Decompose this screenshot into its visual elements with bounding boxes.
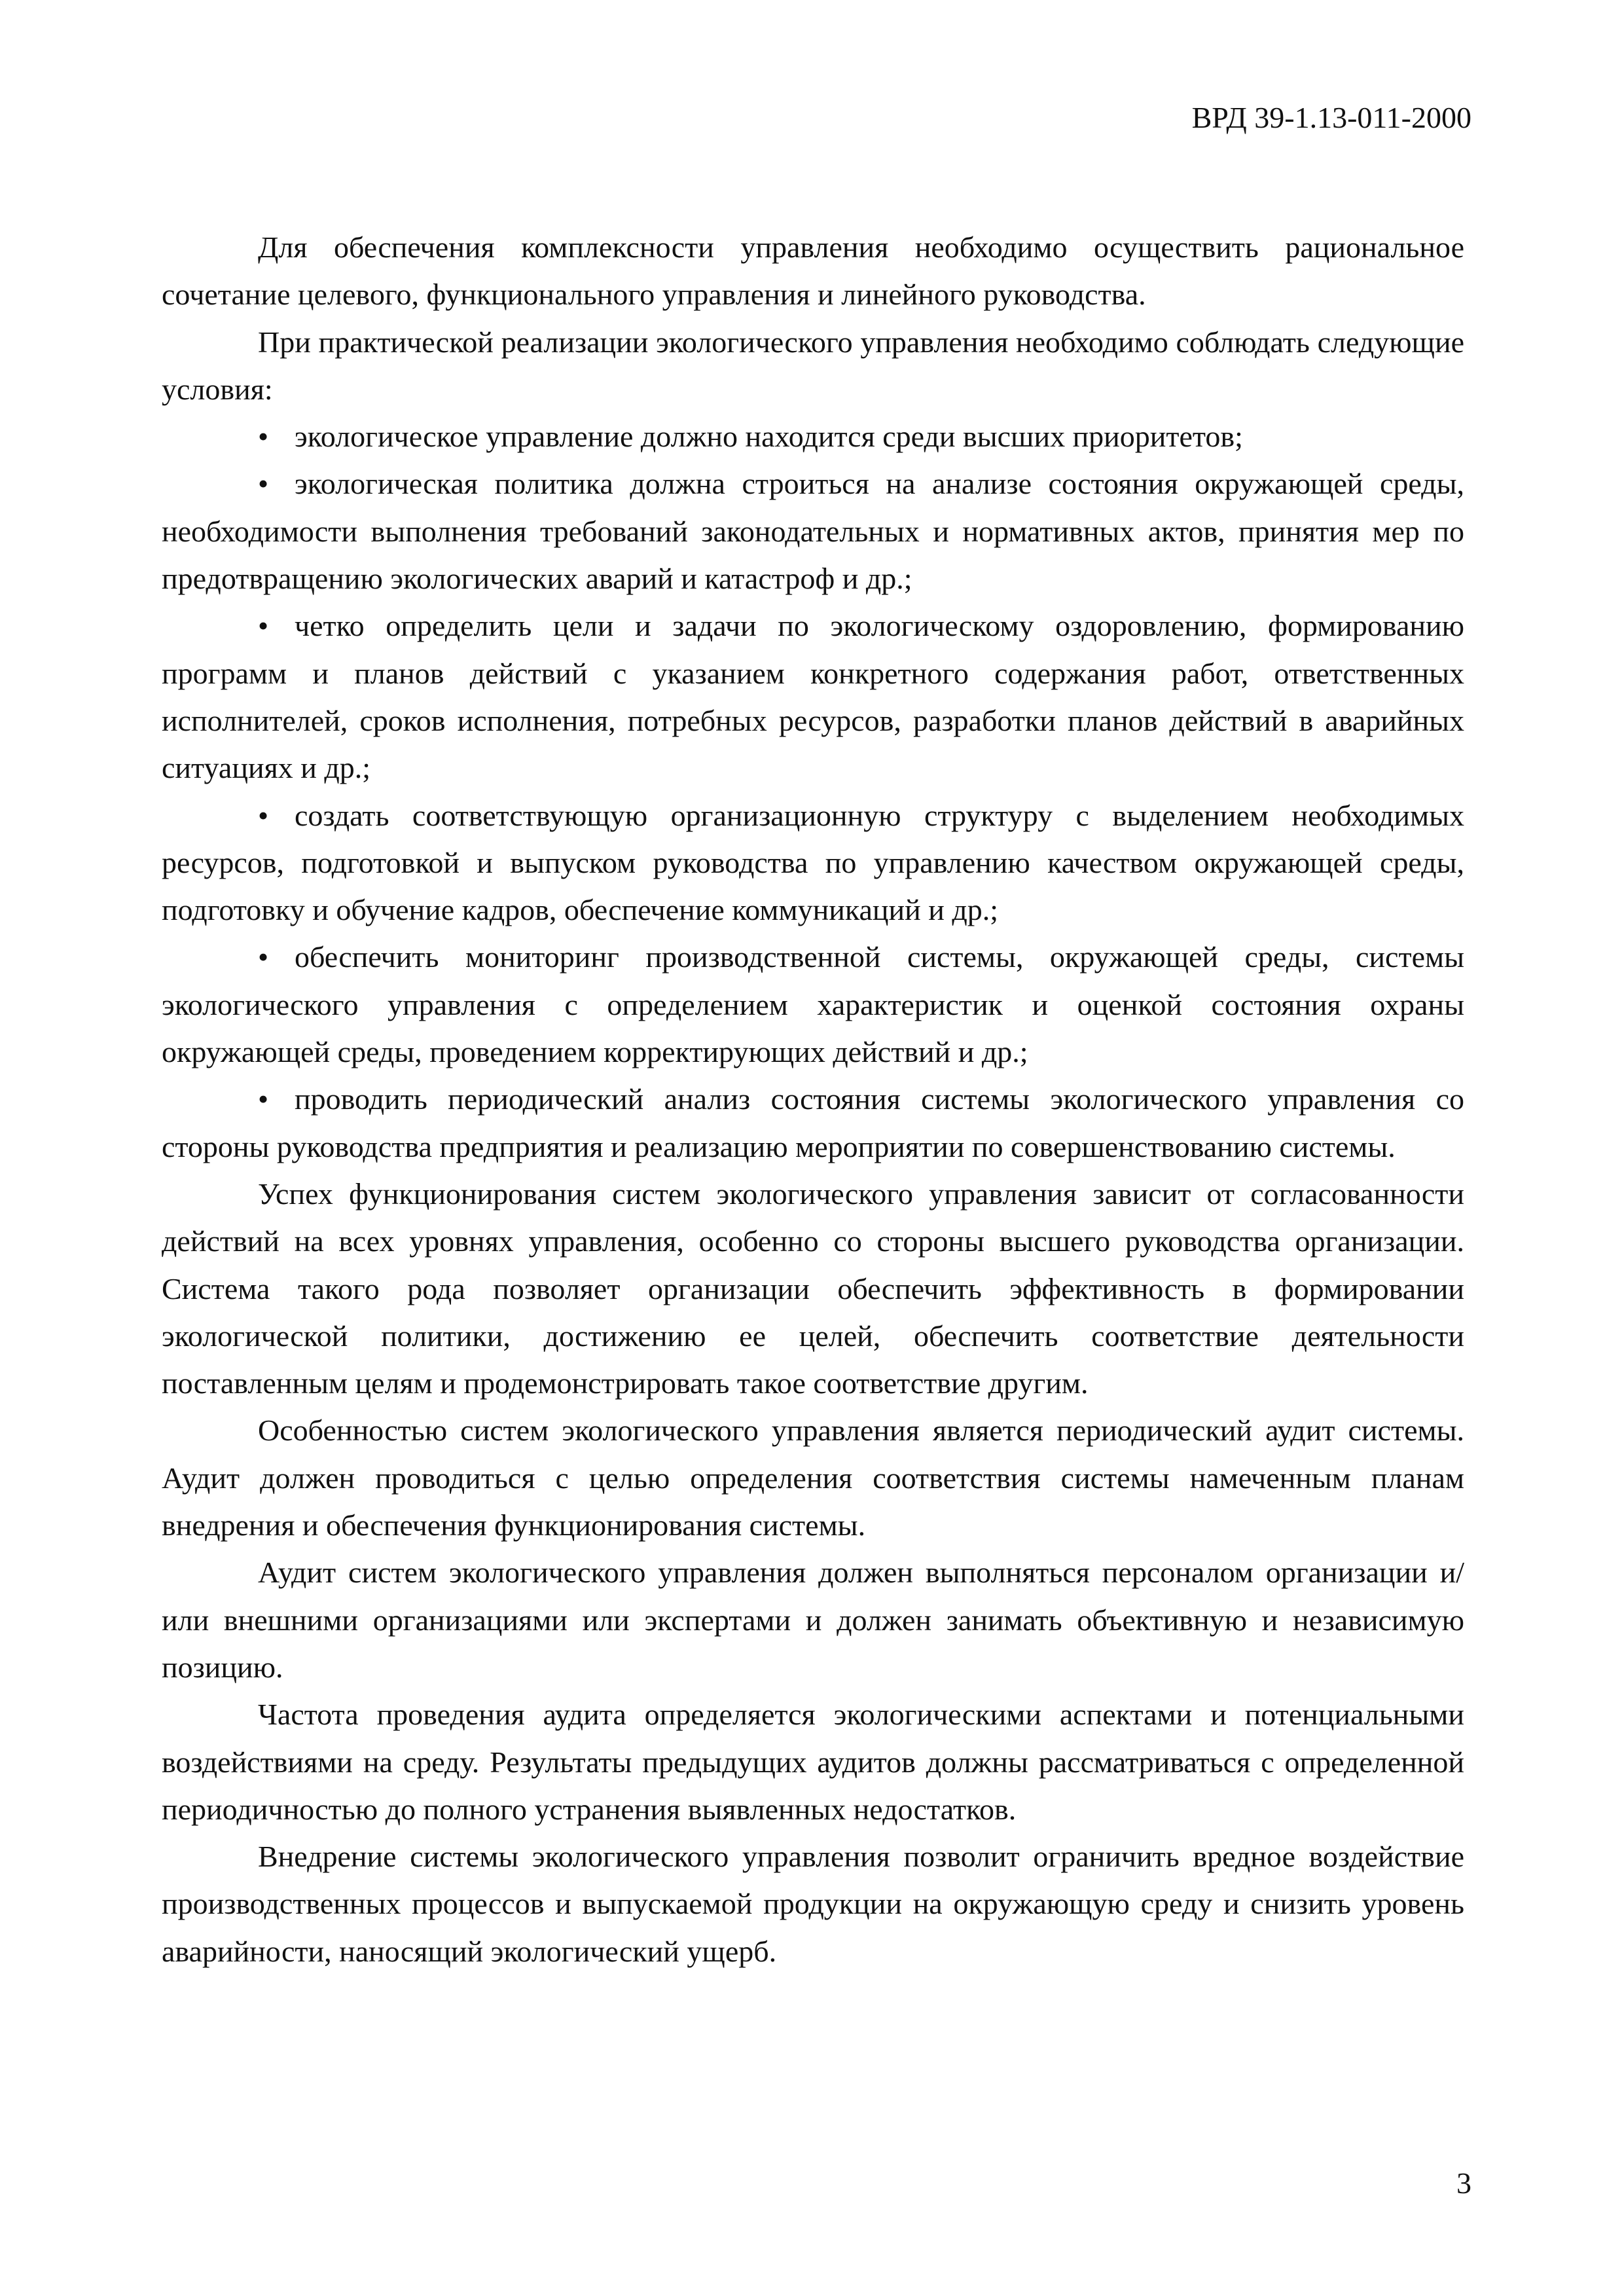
bullet-item-priority bbox=[162, 413, 1464, 460]
paragraph-success: Успех функционирования систем экологического управления зависит от согласованности действий на всех уровнях управления, особенно со стороны высшего руководства организации. Система такого рода позволяет организации обеспечить эффективность в формировании экологической политики, достижению ее целей, обеспечить соответствие деятельности поставленным целям и продемонстрировать такое соответствие другим. bbox=[162, 1176, 1464, 1400]
page-number: 3 bbox=[1456, 2166, 1471, 2200]
paragraph-audit-frequency: Частота проведения аудита определяется экологическими аспектами и потенциальными воздействиями на среду. Результаты предыдущих аудитов должны рассматриваться с определенной периодичностью до полного устранения выявленных недостатков. bbox=[162, 1698, 1464, 1826]
paragraph-conditions-intro: При практической реализации экологического управления необходимо соблюдать следующие условия: bbox=[162, 325, 1464, 406]
bullet-item-structure bbox=[162, 792, 1464, 934]
paragraph-complex-management: Для обеспечения комплексности управления необходимо осуществить рациональное сочетание целевого, функционального управления и линейного руководства. bbox=[162, 230, 1464, 312]
bullet-item-monitoring bbox=[162, 934, 1464, 1076]
bullet-item-text: экологическая политика должна строиться на анализе состояния окружающей среды, необходимости выполнения требований законодательных и нормативных актов, принятия мер по предотвращению экологических аварий и катастроф и др.; bbox=[162, 467, 1464, 596]
bullet-item-text: четко определить цели и задачи по экологическому оздоровлению, формированию программ и планов действий с указанием конкретного содержания работ, ответственных исполнителей, сроков исполнения, потребных ресурсов, разработки планов действий в аварийных ситуациях и др.; bbox=[162, 609, 1464, 785]
bullet-item-analysis bbox=[162, 1076, 1464, 1171]
bullet-item-goals bbox=[162, 602, 1464, 792]
bullet-item-policy bbox=[162, 460, 1464, 602]
bullet-icon: • bbox=[258, 420, 269, 454]
bullet-icon: • bbox=[258, 1082, 269, 1116]
bullet-item-text: создать соответствующую организационную структуру с выделением необходимых ресурсов, подготовкой и выпуском руководства по управлению качеством окружающей среды, подготовку и обучение кадров, обеспечение коммуникаций и др.; bbox=[162, 798, 1464, 927]
body-text bbox=[162, 224, 1464, 1975]
paragraph-implementation: Внедрение системы экологического управления позволит ограничить вредное воздействие производственных процессов и выпускаемой продукции на окружающую среду и снизить уровень аварийности, наносящий экологический ущерб. bbox=[162, 1840, 1464, 1968]
bullet-icon: • bbox=[258, 609, 269, 643]
bullet-item-text: экологическое управление должно находится среди высших приоритетов; bbox=[295, 420, 1243, 454]
bullet-item-text: обеспечить мониторинг производственной системы, окружающей среды, системы экологического управления с определением характеристик и оценкой состояния охраны окружающей среды, проведением корректирующих действий и др.; bbox=[162, 940, 1464, 1069]
bullet-icon: • bbox=[258, 798, 269, 832]
bullet-icon: • bbox=[258, 467, 269, 501]
paragraph-audit-personnel: Аудит систем экологического управления должен выполняться персоналом организации и/или внешними организациями или экспертами и должен занимать объективную и независимую позицию. bbox=[162, 1556, 1464, 1684]
paragraph-audit-feature: Особенностью систем экологического управления является периодический аудит системы. Аудит должен проводиться с целью определения соответствия системы намеченным планам внедрения и обеспечения функционирования системы. bbox=[162, 1413, 1464, 1542]
document-code: ВРД 39-1.13-011-2000 bbox=[1191, 101, 1471, 134]
bullet-icon: • bbox=[258, 940, 269, 974]
bullet-item-text: проводить периодический анализ состояния системы экологического управления со стороны руководства предприятия и реализацию мероприятии по совершенствованию системы. bbox=[162, 1082, 1464, 1163]
